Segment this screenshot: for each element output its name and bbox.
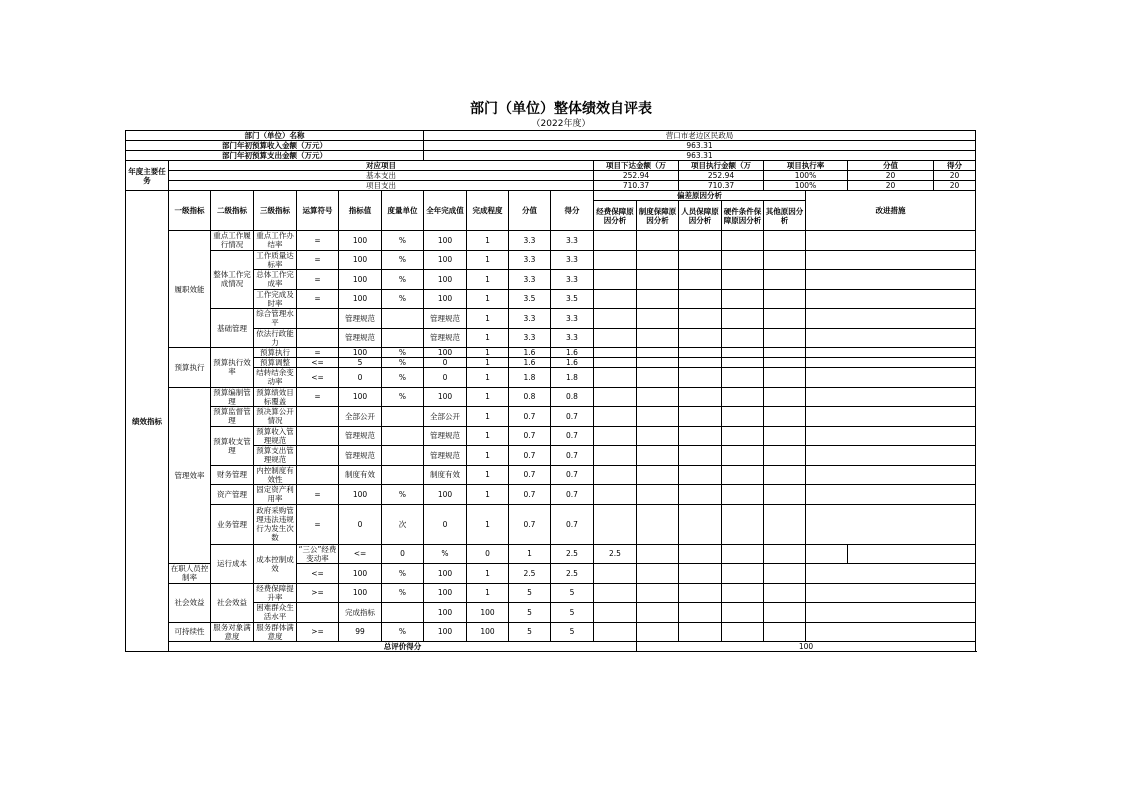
cell [382, 309, 424, 329]
expense-row [126, 151, 976, 161]
cell: 100 [424, 485, 467, 505]
task-header: 项目执行率 [764, 161, 848, 171]
cell: 3.3 [509, 270, 551, 290]
table-row [126, 603, 976, 623]
task-cell: 项目支出 [169, 181, 594, 191]
cell [297, 328, 339, 348]
cell: 管理规范 [424, 328, 467, 348]
cell: 1.6 [509, 348, 551, 358]
cell: 0.7 [551, 485, 594, 505]
level2-cell: 重点工作履行情况 [211, 231, 254, 251]
level2-cell: 资产管理 [211, 485, 254, 505]
cell: 在职人员控制率 [169, 564, 211, 584]
cell: 3.3 [551, 270, 594, 290]
cell: 3.3 [551, 309, 594, 329]
table-row [126, 583, 976, 603]
cell: 综合管理水平 [254, 309, 297, 329]
cell: 次 [382, 504, 424, 544]
cell: 100 [424, 603, 467, 623]
cell: <= [339, 544, 382, 564]
cell: 3.5 [551, 289, 594, 309]
cell [382, 328, 424, 348]
income-label: 部门年初预算收入金额（万元） [126, 141, 424, 151]
cell: 0.7 [551, 407, 594, 427]
cell: 预算支出管理规范 [254, 446, 297, 466]
cell: % [382, 564, 424, 584]
cell: = [297, 504, 339, 544]
cell: 经费保障提升率 [254, 583, 297, 603]
cell: % [382, 289, 424, 309]
task-cell: 710.37 [594, 181, 679, 191]
cell: 5 [551, 583, 594, 603]
cell: 100 [339, 387, 382, 407]
cell: <= [297, 358, 339, 368]
perf-header: 一级指标 [169, 191, 211, 231]
perf-header-row [126, 191, 976, 201]
cell: 1 [467, 348, 509, 358]
cell: >= [297, 583, 339, 603]
level2-cell: 业务管理 [211, 504, 254, 544]
cell: 0.8 [551, 387, 594, 407]
cell: 依法行政能力 [254, 328, 297, 348]
cell: 工作质量达标率 [254, 250, 297, 270]
perf-header: 全年完成值 [424, 191, 467, 231]
cell: 1 [467, 485, 509, 505]
cell: 管理规范 [339, 446, 382, 466]
cell: 预算绩效目标覆盖 [254, 387, 297, 407]
expense-value: 963.31 [424, 151, 976, 161]
cell: 1 [467, 387, 509, 407]
cell: 1 [467, 446, 509, 466]
level2-cell: 基础管理 [211, 309, 254, 348]
perf-header: 指标值 [339, 191, 382, 231]
cell: 100 [424, 231, 467, 251]
table-row [126, 387, 976, 407]
cell: 0 [382, 544, 424, 564]
cell: 预算执行 [254, 348, 297, 358]
cell: <= [297, 368, 339, 388]
cell: 0.7 [551, 465, 594, 485]
deviation-subheader: 经费保障原因分析 [594, 201, 637, 231]
level1-cell: 运行成本 [211, 544, 254, 583]
cell: 1 [467, 289, 509, 309]
table-row [126, 407, 976, 427]
cell: 1.6 [551, 358, 594, 368]
cell: = [297, 270, 339, 290]
cell: 0 [339, 368, 382, 388]
cell: 3.3 [509, 328, 551, 348]
table-row [126, 485, 976, 505]
task-cell: 20 [848, 181, 934, 191]
cell: 100 [467, 622, 509, 642]
cell: 100 [424, 270, 467, 290]
page-title: 部门（单位）整体绩效自评表 [470, 101, 652, 117]
table-row [126, 358, 976, 368]
cell: 1 [467, 309, 509, 329]
task-row [126, 181, 976, 191]
cell: 管理规范 [339, 309, 382, 329]
income-value: 963.31 [424, 141, 976, 151]
cell: 0 [467, 544, 509, 564]
task-header: 分值 [848, 161, 934, 171]
cell: 0 [424, 504, 467, 544]
level2-cell: 财务管理 [211, 465, 254, 485]
cell: = [297, 289, 339, 309]
cell: 0.7 [551, 426, 594, 446]
task-cell: 基本支出 [169, 171, 594, 181]
cell: 预决算公开情况 [254, 407, 297, 427]
task-header: 对应项目 [169, 161, 594, 171]
cell: 1.6 [551, 348, 594, 358]
table-row [126, 368, 976, 388]
task-header: 项目执行金额（万 [679, 161, 764, 171]
level1-cell: 可持续性 [169, 622, 211, 642]
task-header: 得分 [934, 161, 976, 171]
level1-cell: 预算执行 [169, 348, 211, 388]
cell [382, 465, 424, 485]
table-row [126, 270, 976, 290]
cell: 3.5 [509, 289, 551, 309]
table-row [126, 250, 976, 270]
cell: 0 [339, 504, 382, 544]
cell: 1 [467, 231, 509, 251]
cell: 服务群体满意度 [254, 622, 297, 642]
table-row [126, 289, 976, 309]
cell [382, 446, 424, 466]
income-row [126, 141, 976, 151]
cell: 100 [424, 289, 467, 309]
cell: 2.5 [594, 544, 637, 564]
task-cell: 20 [934, 181, 976, 191]
cell [297, 465, 339, 485]
cell [297, 407, 339, 427]
cell: 1 [467, 504, 509, 544]
table-row [126, 426, 976, 446]
deviation-subheader: 其他原因分析 [764, 201, 806, 231]
cell [297, 309, 339, 329]
dept-row [126, 131, 976, 141]
cell: 总体工作完成率 [254, 270, 297, 290]
dept-label: 部门（单位）名称 [126, 131, 424, 141]
task-label: 年度主要任务 [126, 161, 169, 191]
table-row [126, 231, 976, 251]
level2-cell: 整体工作完成情况 [211, 250, 254, 309]
task-header: 项目下达金额（万 [594, 161, 679, 171]
task-cell: 100% [764, 171, 848, 181]
cell: 1 [467, 583, 509, 603]
level2-cell: 预算收支管理 [211, 426, 254, 465]
cell: 1 [467, 368, 509, 388]
cell: 5 [551, 603, 594, 623]
cell: 1 [467, 564, 509, 584]
cell: 100 [339, 485, 382, 505]
cell: 政府采购管理违法违规行为发生次数 [254, 504, 297, 544]
expense-label: 部门年初预算支出金额（万元） [126, 151, 424, 161]
cell: % [382, 368, 424, 388]
cell: 1.8 [509, 368, 551, 388]
cell: 1 [467, 465, 509, 485]
cell: % [382, 485, 424, 505]
level2-cell: 服务对象满意度 [211, 622, 254, 642]
task-row [126, 171, 976, 181]
task-header-row [126, 161, 976, 171]
cell: 0.7 [509, 504, 551, 544]
perf-header: 运算符号 [297, 191, 339, 231]
cell: = [297, 231, 339, 251]
cell: 100 [339, 348, 382, 358]
cell: 0.7 [509, 446, 551, 466]
cell: 1 [467, 407, 509, 427]
table-row [126, 348, 976, 358]
cell: 内控制度有效性 [254, 465, 297, 485]
level2-cell: 社会效益 [211, 583, 254, 622]
cell: 5 [339, 358, 382, 368]
cell: = [297, 485, 339, 505]
cell: 结转结余变动率 [254, 368, 297, 388]
page-subtitle: （2022年度） [531, 119, 591, 129]
cell: % [382, 231, 424, 251]
cell: 全部公开 [339, 407, 382, 427]
cell: 预算收入管理规范 [254, 426, 297, 446]
cell: 3.3 [509, 250, 551, 270]
cell: 2.5 [509, 564, 551, 584]
level2-cell: 预算编制管理 [211, 387, 254, 407]
cell: 预算调整 [254, 358, 297, 368]
perf-header: 得分 [551, 191, 594, 231]
cell: 完成指标 [339, 603, 382, 623]
cell: 5 [509, 622, 551, 642]
cell: 100 [339, 250, 382, 270]
total-row [126, 642, 976, 652]
cell: 管理规范 [424, 446, 467, 466]
cell: 5 [509, 603, 551, 623]
cell: 管理规范 [339, 328, 382, 348]
cell: 100 [424, 564, 467, 584]
dept-value: 营口市老边区民政局 [424, 131, 976, 141]
cell: % [382, 583, 424, 603]
cell: 0 [424, 358, 467, 368]
cell [297, 603, 339, 623]
evaluation-table [125, 130, 976, 652]
table-row [126, 309, 976, 329]
level2-cell: 成本控制成效 [254, 544, 297, 583]
cell: <= [297, 564, 339, 584]
deviation-subheader: 制度保障原因分析 [637, 201, 679, 231]
perf-header: 分值 [509, 191, 551, 231]
cell: 1 [467, 358, 509, 368]
cell: 3.3 [509, 231, 551, 251]
total-label: 总评价得分 [169, 642, 637, 652]
deviation-subheader: 硬件条件保障原因分析 [722, 201, 764, 231]
cell: 1 [467, 270, 509, 290]
cell [382, 407, 424, 427]
cell: 重点工作办结率 [254, 231, 297, 251]
cell: 100 [339, 270, 382, 290]
task-cell: 100% [764, 181, 848, 191]
cell: 困难群众生活水平 [254, 603, 297, 623]
cell: 1 [467, 250, 509, 270]
cell: 管理规范 [339, 426, 382, 446]
cell: 固定资产利用率 [254, 485, 297, 505]
cell: 100 [467, 603, 509, 623]
cell: 2.5 [551, 544, 594, 564]
cell: % [424, 544, 467, 564]
level1-cell: 社会效益 [169, 583, 211, 622]
cell: 100 [339, 289, 382, 309]
cell: % [382, 622, 424, 642]
cell: 3.3 [509, 309, 551, 329]
cell: % [382, 348, 424, 358]
cell: 1.8 [551, 368, 594, 388]
task-cell: 710.37 [679, 181, 764, 191]
cell: = [297, 387, 339, 407]
level1-cell: 管理效率 [169, 387, 211, 564]
cell: 0 [424, 368, 467, 388]
cell: 0.8 [509, 387, 551, 407]
deviation-subheader: 人员保障原因分析 [679, 201, 722, 231]
perf-header: 完成程度 [467, 191, 509, 231]
cell: 5 [509, 583, 551, 603]
task-cell: 252.94 [679, 171, 764, 181]
cell: >= [297, 622, 339, 642]
cell: 0.7 [551, 504, 594, 544]
cell: 制度有效 [424, 465, 467, 485]
level2-cell: 预算监督管理 [211, 407, 254, 427]
cell: 全部公开 [424, 407, 467, 427]
cell [297, 446, 339, 466]
cell: % [382, 270, 424, 290]
cell: = [297, 250, 339, 270]
cell: 100 [424, 387, 467, 407]
cell: 1 [467, 426, 509, 446]
cell: 3.3 [551, 231, 594, 251]
table-row [126, 504, 976, 544]
cell: 100 [339, 231, 382, 251]
cell: 3.3 [551, 328, 594, 348]
table-row [126, 544, 976, 564]
cell: % [382, 387, 424, 407]
level1-cell: 履职效能 [169, 231, 211, 348]
perf-header: 三级指标 [254, 191, 297, 231]
cell: 2.5 [551, 564, 594, 584]
cell: 1 [509, 544, 551, 564]
cell: 99 [339, 622, 382, 642]
cell: 100 [339, 583, 382, 603]
cell: 工作完成及时率 [254, 289, 297, 309]
cell: 1.6 [509, 358, 551, 368]
deviation-header: 偏差原因分析 [594, 191, 806, 201]
task-cell: 20 [848, 171, 934, 181]
table-row [126, 465, 976, 485]
task-cell: 252.94 [594, 171, 679, 181]
cell: % [382, 250, 424, 270]
cell: 0.7 [509, 426, 551, 446]
total-value: 100 [637, 642, 976, 652]
cell: 管理规范 [424, 309, 467, 329]
cell: 0.7 [509, 407, 551, 427]
cell: 3.3 [551, 250, 594, 270]
cell: 100 [424, 583, 467, 603]
perf-header: 度量单位 [382, 191, 424, 231]
cell: = [297, 348, 339, 358]
cell: 1 [467, 328, 509, 348]
cell [297, 426, 339, 446]
cell: 0.7 [509, 465, 551, 485]
cell: 100 [424, 250, 467, 270]
cell: 100 [424, 348, 467, 358]
cell: 0.7 [509, 485, 551, 505]
task-cell: 20 [934, 171, 976, 181]
cell [382, 426, 424, 446]
improve-header: 改进措施 [806, 191, 976, 231]
perf-label: 绩效指标 [126, 191, 169, 652]
perf-header: 二级指标 [211, 191, 254, 231]
cell: 管理规范 [424, 426, 467, 446]
table-row [126, 446, 976, 466]
cell: 5 [551, 622, 594, 642]
cell: 制度有效 [339, 465, 382, 485]
table-row [126, 328, 976, 348]
cell: 100 [424, 622, 467, 642]
cell: % [382, 358, 424, 368]
table-row [126, 622, 976, 642]
level2-cell: 预算执行效率 [211, 348, 254, 388]
cell: 0.7 [551, 446, 594, 466]
cell: “三公”经费变动率 [297, 544, 339, 564]
cell [382, 603, 424, 623]
cell: 100 [339, 564, 382, 584]
